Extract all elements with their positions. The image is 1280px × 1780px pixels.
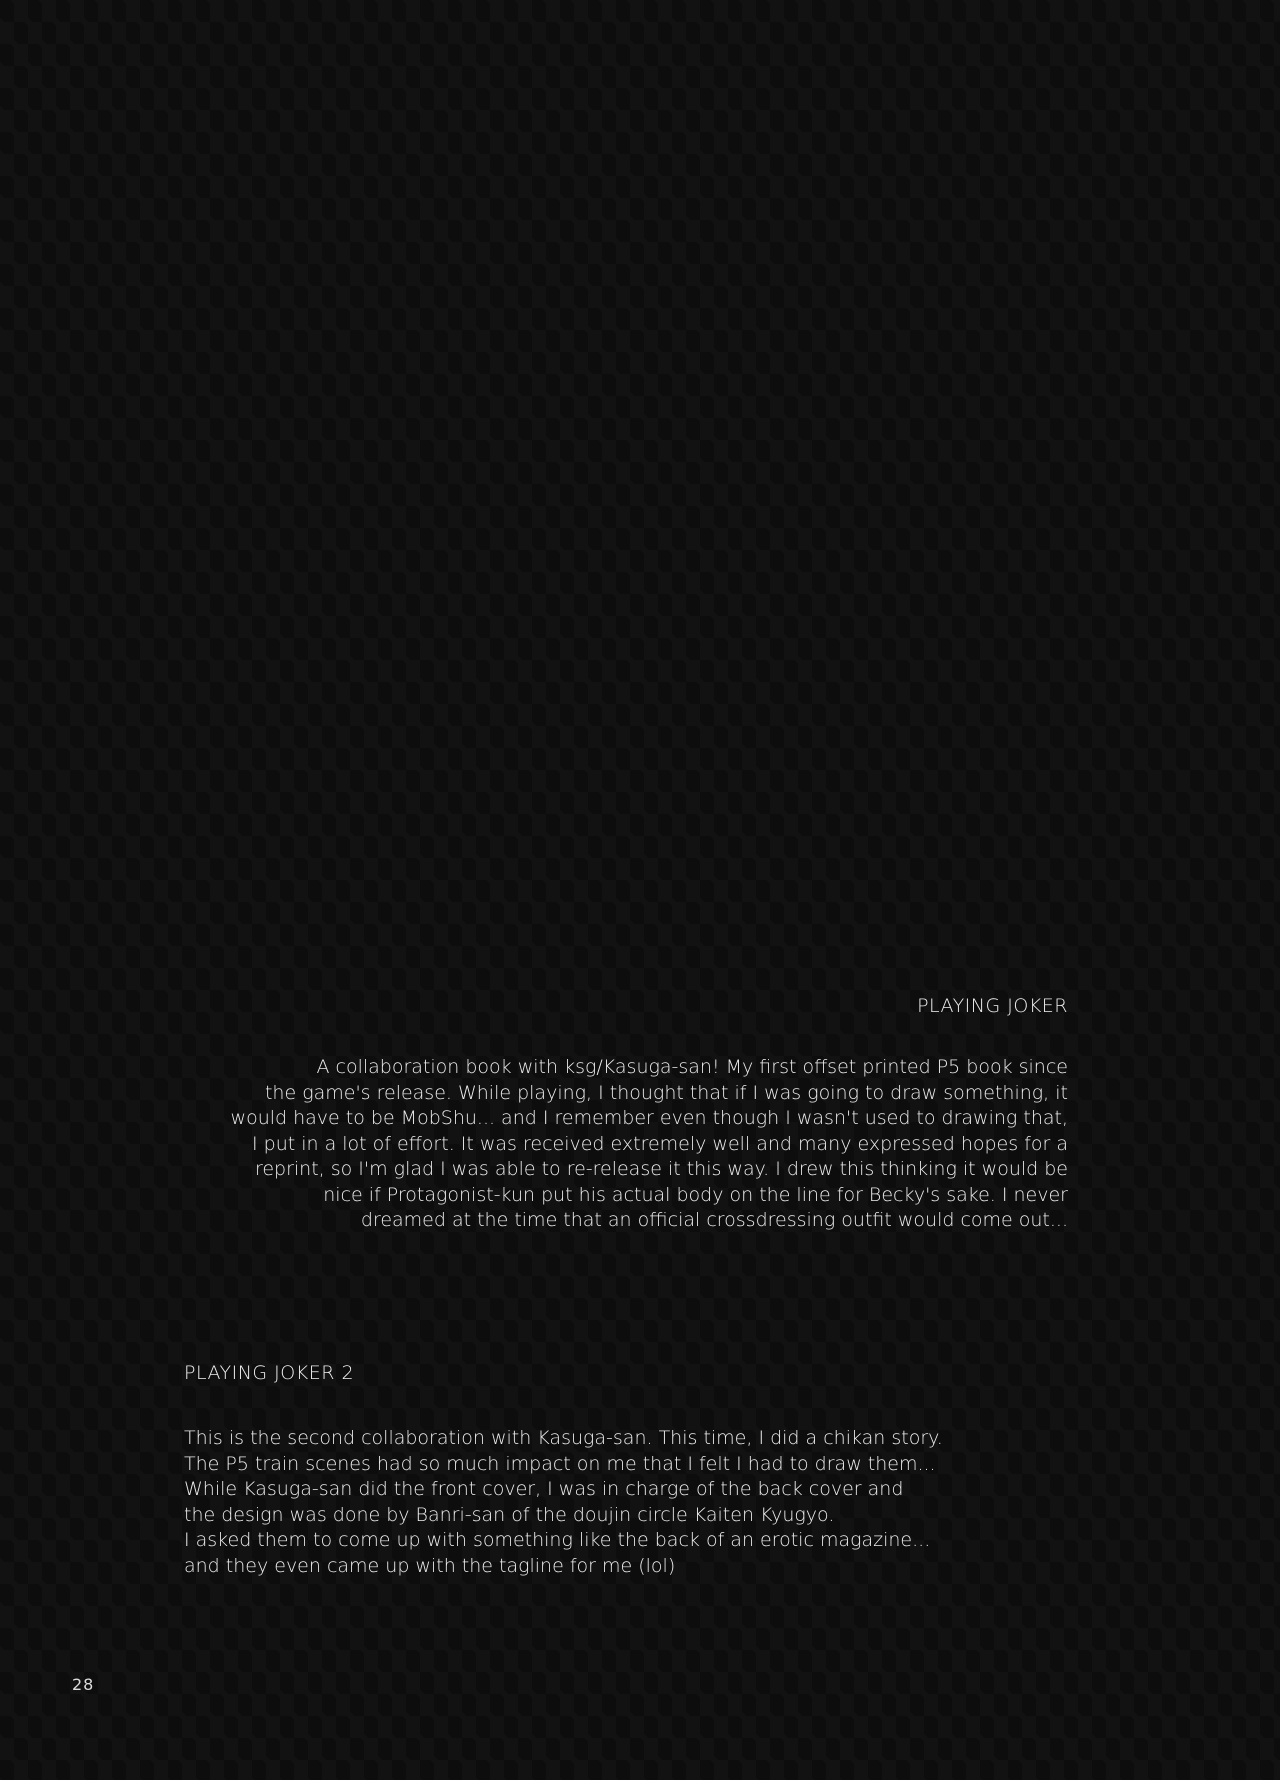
text-line: the game's release. While playing, I thought that if I was going to draw something, it	[264, 1081, 1068, 1104]
text-line: A collaboration book with ksg/Kasuga-san! My first offset printed P5 book since	[316, 1056, 1068, 1078]
text-line: dreamed at the time that an official crossdressing outfit would come out...	[360, 1209, 1068, 1231]
text-line: I asked them to come up with something like the back of an erotic magazine...	[184, 1529, 931, 1551]
text-line: I put in a lot of effort. It was received extremely well and many expressed hopes for a	[252, 1132, 1068, 1155]
text-line: While Kasuga-san did the front cover, I was in charge of the back cover and	[184, 1478, 904, 1500]
text-line: and they even came up with the tagline for me (lol)	[184, 1554, 676, 1577]
section-body-playing-joker	[168, 1055, 1068, 1234]
section-title-playing-joker: PLAYING JOKER	[917, 995, 1068, 1017]
section-title-playing-joker-2: PLAYING JOKER 2	[184, 1362, 355, 1384]
section-body-playing-joker-2	[184, 1426, 1064, 1579]
text-line: would have to be MobShu... and I remember even though I wasn't used to drawing that,	[230, 1107, 1068, 1129]
text-line: The P5 train scenes had so much impact on me that I felt I had to draw them...	[184, 1452, 936, 1475]
text-line: This is the second collaboration with Kasuga-san. This time, I did a chikan story.	[184, 1427, 943, 1449]
page-number: 28	[72, 1675, 95, 1694]
text-line: reprint, so I'm glad I was able to re-release it this way. I drew this thinking it would be	[254, 1158, 1068, 1180]
text-line: nice if Protagonist-kun put his actual body on the line for Becky's sake. I never	[323, 1183, 1068, 1206]
text-line: the design was done by Banri-san of the doujin circle Kaiten Kyugyo.	[184, 1503, 835, 1526]
